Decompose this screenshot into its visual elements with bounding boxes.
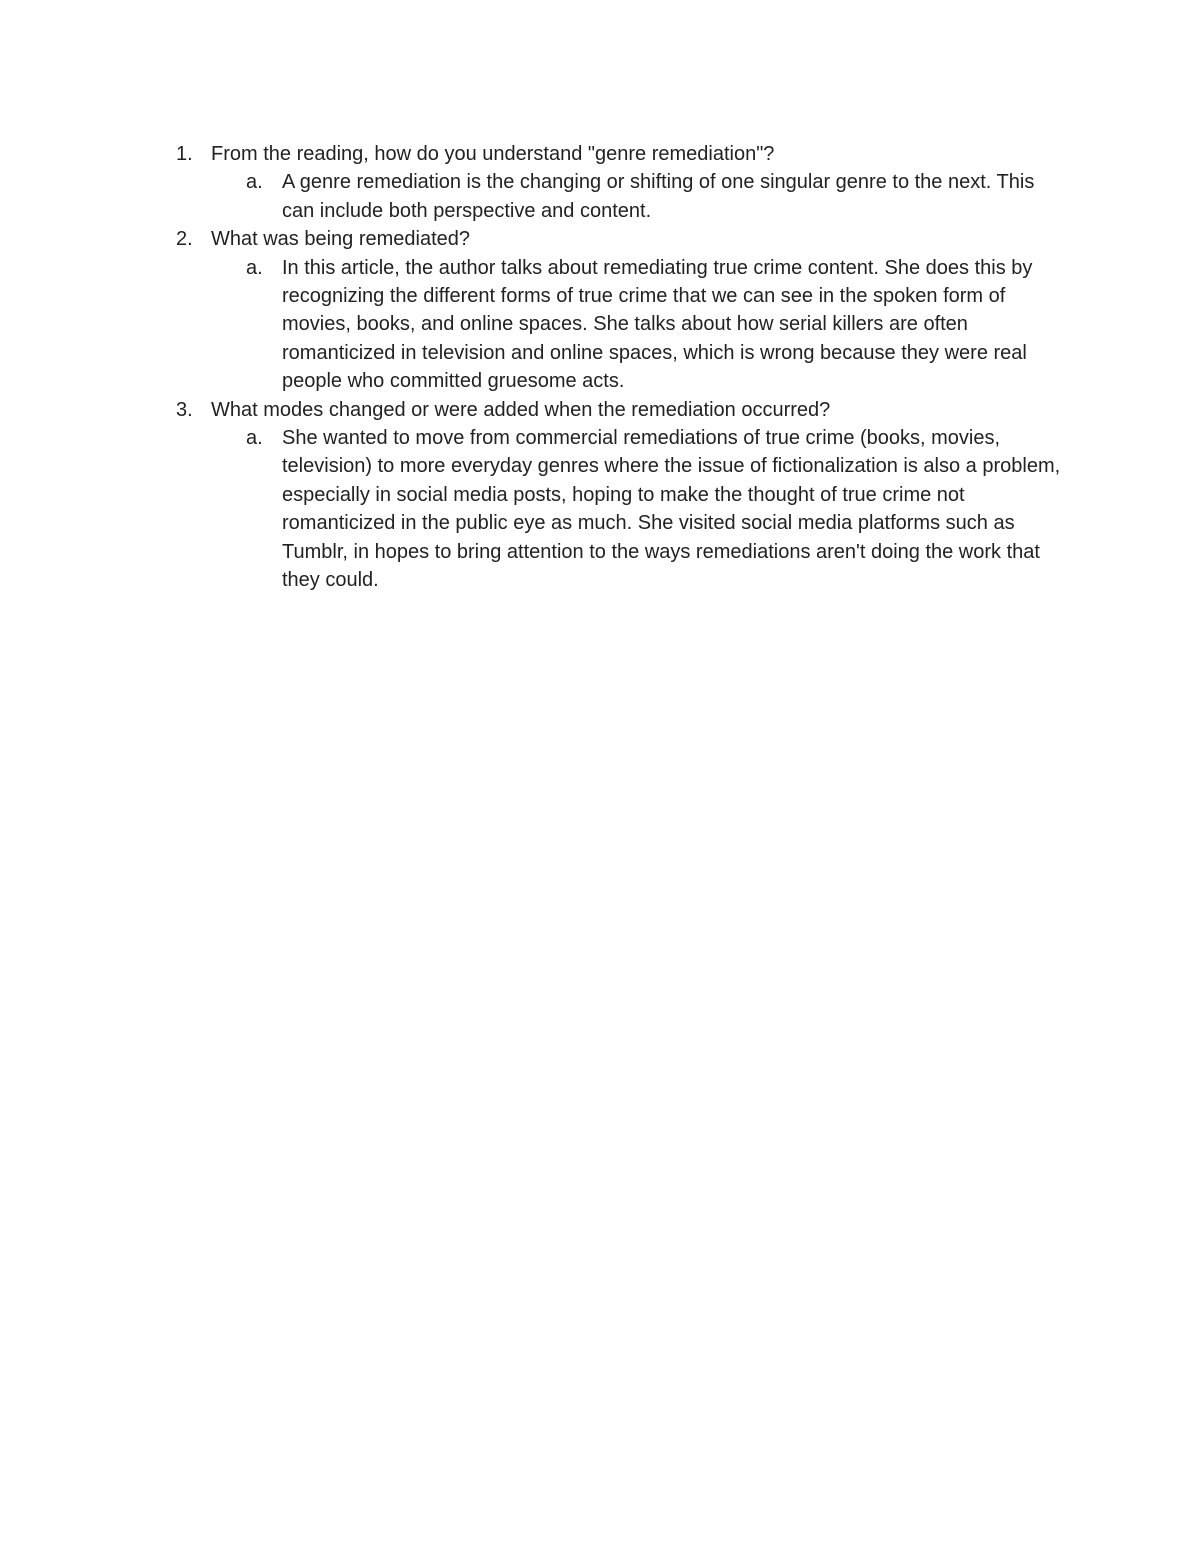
answer-text: In this article, the author talks about remediating true crime content. She does this by recognizing the different forms of true crime that we can see in the spoken form of movies, books, and online spaces. She talks about how serial killers are often romanticized in television and online spaces, which is wrong because they were real people who committed gruesome acts. bbox=[282, 256, 1033, 393]
question-number: 3. bbox=[176, 398, 193, 421]
question-item-2 bbox=[0, 225, 1200, 253]
question-text: From the reading, how do you understand "genre remediation"? bbox=[211, 143, 775, 165]
question-text: What was being remediated? bbox=[211, 228, 471, 251]
question-number: 1. bbox=[176, 143, 193, 165]
answer-text: She wanted to move from commercial remediations of true crime (books, movies, television) to more everyday genres where the issue of fictionalization is also a problem, especially in social media posts, hoping to make the thought of true crime not romanticized in the public eye as much. She visited social media platforms such as Tumblr, in hopes to bring attention to the ways remediations aren't doing the work that they could. bbox=[282, 427, 1061, 592]
answer-letter: a. bbox=[246, 427, 263, 450]
answer-letter: a. bbox=[246, 256, 263, 279]
answer-item-2 bbox=[0, 254, 1072, 396]
question-text: What modes changed or were added when the remediation occurred? bbox=[211, 398, 831, 421]
question-number: 2. bbox=[176, 228, 193, 251]
answer-text: A genre remediation is the changing or shifting of one singular genre to the next. This can include both perspective and content. bbox=[282, 171, 1035, 222]
answer-letter: a. bbox=[246, 171, 263, 194]
question-item-3 bbox=[0, 396, 1200, 424]
answer-item-1 bbox=[0, 168, 1072, 225]
question-list bbox=[0, 140, 1200, 595]
question-item-1 bbox=[0, 140, 1200, 168]
answer-item-3 bbox=[0, 424, 1072, 594]
